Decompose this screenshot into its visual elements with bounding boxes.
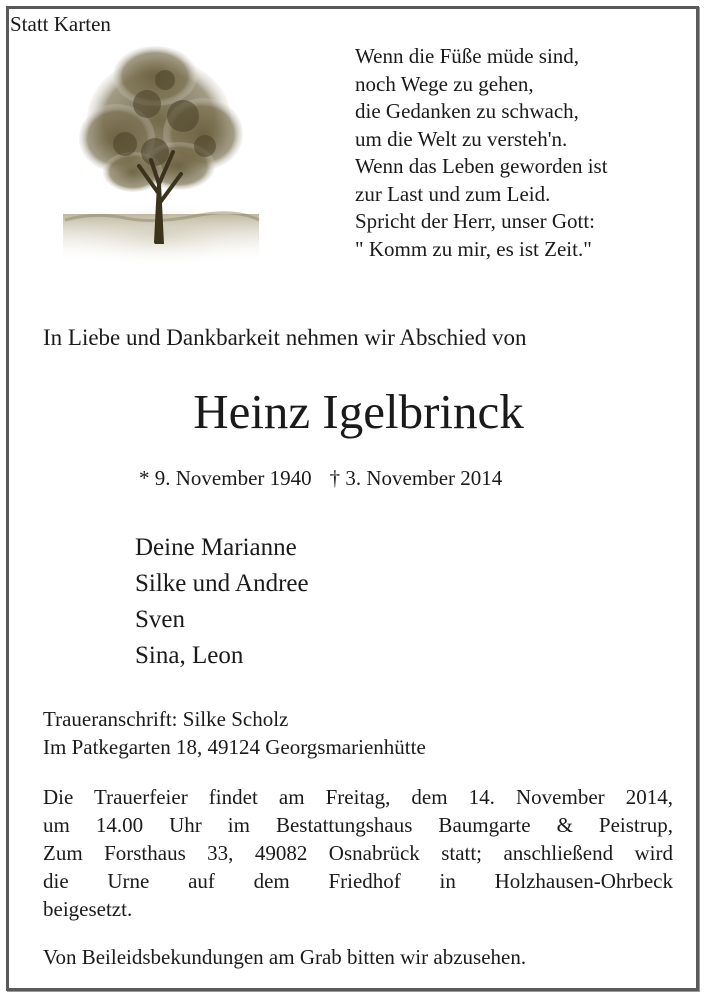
poem-line: um die Welt zu versteh'n.	[355, 126, 568, 151]
ceremony-line: Zum Forsthaus 33, 49082 Osnabrück statt; anschließend wird	[43, 841, 673, 865]
statt-karten-label: Statt Karten	[10, 12, 111, 36]
poem-line: noch Wege zu gehen,	[355, 71, 534, 96]
mourning-address	[43, 705, 426, 761]
ceremony-paragraph	[43, 783, 673, 923]
ceremony-line: um 14.00 Uhr im Bestattungshaus Baumgarte & Peistrup,	[43, 813, 673, 837]
intro-text: In Liebe und Dankbarkeit nehmen wir Abschied von	[43, 325, 527, 350]
poem-line: die Gedanken zu schwach,	[355, 99, 579, 123]
family-member: Sven	[135, 606, 185, 633]
family-member: Deine Marianne	[135, 534, 297, 561]
ceremony-line: die Urne auf dem Friedhof in Holzhausen-Ohrbeck	[43, 869, 673, 893]
ceremony-line: Die Trauerfeier findet am Freitag, dem 14. November 2014,	[43, 785, 673, 809]
ceremony-line: beigesetzt.	[43, 897, 133, 921]
family-member: Silke und Andree	[135, 570, 309, 597]
address-line: Im Patkegarten 18, 49124 Georgsmarienhütte	[43, 735, 426, 759]
poem	[355, 43, 675, 263]
closing-text: Von Beileidsbekundungen am Grab bitten wir abzusehen.	[43, 945, 527, 969]
poem-line: Wenn das Leben geworden ist	[355, 154, 608, 178]
family-member: Sina, Leon	[135, 642, 244, 669]
poem-line: Wenn die Füße müde sind,	[355, 44, 580, 68]
deceased-name: Heinz Igelbrinck	[193, 384, 524, 439]
poem-line: Spricht der Herr, unser Gott:	[355, 209, 596, 233]
poem-line: " Komm zu mir, es ist Zeit."	[355, 236, 592, 261]
tree-image	[55, 34, 267, 274]
address-line: Traueranschrift: Silke Scholz	[43, 707, 289, 731]
death-date: † 3. November 2014	[329, 466, 503, 490]
life-dates	[139, 465, 502, 491]
family-list	[135, 530, 309, 674]
poem-line: zur Last und zum Leid.	[355, 181, 551, 206]
birth-date: * 9. November 1940	[139, 466, 312, 490]
